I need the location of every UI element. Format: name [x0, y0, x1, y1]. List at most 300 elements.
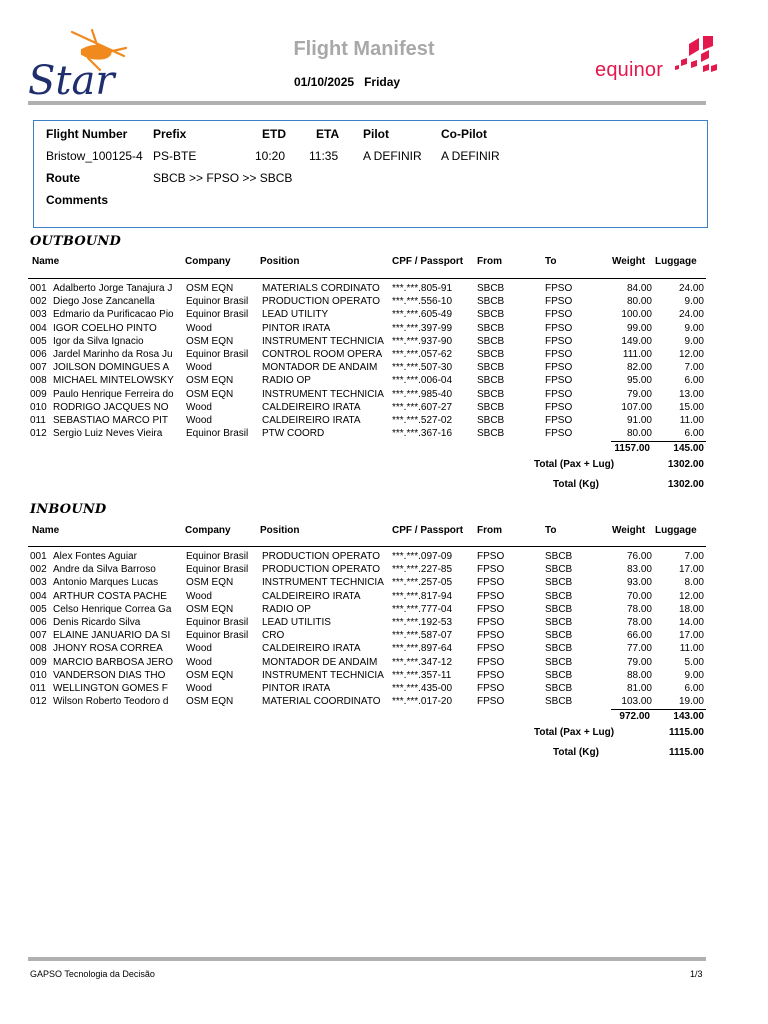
passenger-number: 008 — [30, 375, 47, 387]
passenger-name: Igor da Silva Ignacio — [53, 335, 144, 347]
passenger-name: Adalberto Jorge Tanajura J — [53, 283, 173, 294]
passenger-to: FPSO — [545, 428, 573, 440]
passenger-weight: 100.00 — [621, 309, 652, 321]
passenger-cpf: ***.***.357-11 — [392, 669, 452, 681]
passenger-from: FPSO — [477, 656, 505, 668]
star-logo — [26, 24, 130, 100]
passenger-luggage: 9.00 — [684, 335, 704, 347]
comments-label: Comments — [46, 193, 109, 207]
table-row — [0, 323, 768, 336]
table-row — [0, 415, 768, 428]
passenger-weight: 107.00 — [621, 401, 652, 413]
passenger-luggage: 9.00 — [684, 296, 704, 308]
inbound-sum-weight: 972.00 — [619, 711, 650, 722]
passenger-position: INSTRUMENT TECHNICIA — [262, 388, 384, 400]
passenger-company: Equinor Brasil — [186, 617, 249, 628]
passenger-from: SBCB — [477, 401, 505, 413]
passenger-from: SBCB — [477, 335, 505, 347]
passenger-name: ARTHUR COSTA PACHE — [53, 590, 167, 602]
passenger-weight: 103.00 — [621, 696, 652, 708]
passenger-from: FPSO — [477, 577, 505, 589]
passenger-number: 007 — [30, 630, 47, 642]
passenger-luggage: 7.00 — [684, 362, 704, 374]
passenger-to: FPSO — [545, 362, 573, 374]
page-number: 1/3 — [690, 969, 703, 979]
passenger-number: 006 — [30, 617, 47, 628]
passenger-from: FPSO — [477, 630, 505, 642]
passenger-to: SBCB — [545, 643, 573, 655]
table-row — [0, 309, 768, 322]
passenger-position: MATERIAL COORDINATO — [262, 696, 381, 708]
passenger-luggage: 17.00 — [678, 630, 704, 642]
passenger-company: Equinor Brasil — [186, 564, 249, 576]
table-row — [0, 591, 768, 604]
passenger-weight: 88.00 — [626, 669, 652, 681]
passenger-name: Sergio Luiz Neves Vieira — [53, 428, 163, 440]
table-row — [0, 402, 768, 415]
passenger-to: SBCB — [545, 590, 573, 602]
passenger-from: SBCB — [477, 309, 505, 321]
route-label: Route — [46, 171, 80, 185]
passenger-company: Wood — [186, 656, 212, 668]
passenger-number: 007 — [30, 362, 47, 374]
passenger-luggage: 15.00 — [678, 401, 704, 413]
table-row — [0, 564, 768, 577]
passenger-weight: 149.00 — [621, 335, 652, 347]
passenger-company: Equinor Brasil — [186, 428, 249, 440]
table-row — [0, 428, 768, 441]
passenger-to: SBCB — [545, 683, 573, 694]
passenger-luggage: 7.00 — [684, 551, 704, 562]
footer-company: GAPSO Tecnologia da Decisão — [30, 969, 155, 979]
passenger-position: CALDEIREIRO IRATA — [262, 590, 361, 602]
passenger-position: CALDEIREIRO IRATA — [262, 643, 361, 655]
passenger-name: Alex Fontes Aguiar — [53, 551, 137, 562]
passenger-to: SBCB — [545, 603, 573, 615]
outbound-header-rule — [28, 278, 706, 279]
passenger-from: FPSO — [477, 669, 505, 681]
passenger-cpf: ***.***.607-27 — [392, 401, 453, 413]
outbound-sum-rule — [611, 441, 706, 442]
passenger-number: 009 — [30, 656, 47, 668]
passenger-number: 008 — [30, 643, 47, 655]
passenger-company: OSM EQN — [186, 669, 234, 681]
table-row — [0, 362, 768, 375]
passenger-to: FPSO — [545, 335, 573, 347]
passenger-weight: 78.00 — [626, 603, 652, 615]
passenger-number: 004 — [30, 590, 47, 602]
passenger-position: RADIO OP — [262, 375, 311, 387]
passenger-weight: 80.00 — [626, 428, 652, 440]
passenger-cpf: ***.***.397-99 — [392, 322, 453, 334]
passenger-weight: 76.00 — [626, 551, 652, 562]
passenger-luggage: 6.00 — [684, 683, 704, 694]
etd-label: ETD — [262, 127, 286, 141]
passenger-cpf: ***.***.257-05 — [392, 577, 453, 589]
passenger-position: PRODUCTION OPERATO — [262, 296, 380, 308]
table-row — [0, 643, 768, 656]
passenger-weight: 79.00 — [626, 388, 652, 400]
passenger-weight: 99.00 — [626, 322, 652, 334]
passenger-position: RADIO OP — [262, 603, 311, 615]
manifest-day: Friday — [364, 75, 401, 89]
passenger-luggage: 24.00 — [678, 309, 704, 321]
passenger-weight: 84.00 — [626, 283, 652, 294]
passenger-name: JOILSON DOMINGUES A — [53, 362, 170, 374]
passenger-name: Andre da Silva Barroso — [53, 564, 156, 576]
passenger-luggage: 13.00 — [678, 388, 704, 400]
outbound-total-pax-lug: 1302.00 — [667, 459, 704, 470]
passenger-cpf: ***.***.805-91 — [392, 283, 453, 294]
passenger-to: FPSO — [545, 375, 573, 387]
flight-info-box — [33, 120, 708, 228]
table-row — [0, 551, 768, 564]
footer-divider — [28, 957, 706, 961]
passenger-from: FPSO — [477, 696, 505, 708]
passenger-company: OSM EQN — [186, 696, 234, 708]
passenger-cpf: ***.***.605-49 — [392, 309, 453, 321]
table-row — [0, 296, 768, 309]
passenger-luggage: 18.00 — [678, 603, 704, 615]
passenger-position: LEAD UTILITIS — [262, 617, 331, 628]
passenger-position: PINTOR IRATA — [262, 322, 331, 334]
passenger-from: SBCB — [477, 349, 505, 360]
passenger-company: Equinor Brasil — [186, 296, 249, 308]
passenger-cpf: ***.***.897-64 — [392, 643, 453, 655]
passenger-to: FPSO — [545, 349, 573, 360]
passenger-name: Celso Henrique Correa Ga — [53, 603, 172, 615]
passenger-position: PINTOR IRATA — [262, 683, 331, 694]
inbound-total-pax-lug: 1115.00 — [668, 727, 704, 738]
passenger-from: SBCB — [477, 362, 505, 374]
passenger-luggage: 5.00 — [684, 656, 704, 668]
passenger-from: SBCB — [477, 388, 505, 400]
col-from-header: From — [477, 256, 502, 267]
passenger-luggage: 8.00 — [684, 577, 704, 589]
passenger-cpf: ***.***.227-85 — [392, 564, 453, 576]
passenger-from: SBCB — [477, 322, 505, 334]
passenger-company: Wood — [186, 401, 212, 413]
table-row — [0, 670, 768, 683]
passenger-from: SBCB — [477, 428, 505, 440]
inbound-sum-luggage: 143.00 — [673, 711, 704, 722]
passenger-weight: 70.00 — [626, 590, 652, 602]
passenger-to: FPSO — [545, 309, 573, 321]
equinor-logo-mark-icon — [675, 36, 717, 80]
passenger-cpf: ***.***.347-12 — [392, 656, 453, 668]
passenger-from: FPSO — [477, 564, 505, 576]
outbound-total-kg-label: Total (Kg) — [553, 479, 599, 490]
col-name-header: Name — [32, 525, 60, 536]
passenger-from: FPSO — [477, 590, 505, 602]
passenger-name: MICHAEL MINTELOWSKY — [53, 375, 174, 387]
passenger-cpf: ***.***.006-04 — [392, 375, 453, 387]
passenger-name: VANDERSON DIAS THO — [53, 669, 166, 681]
col-position-header: Position — [260, 525, 300, 536]
passenger-weight: 79.00 — [626, 656, 652, 668]
inbound-column-headers — [0, 525, 768, 541]
passenger-position: LEAD UTILITY — [262, 309, 329, 321]
passenger-company: OSM EQN — [186, 283, 234, 294]
pilot-value: A DEFINIR — [363, 149, 422, 163]
table-row — [0, 604, 768, 617]
passenger-weight: 93.00 — [626, 577, 652, 589]
inbound-title: INBOUND — [30, 502, 107, 517]
table-row — [0, 283, 768, 296]
outbound-title: OUTBOUND — [30, 234, 121, 249]
header-divider — [28, 101, 706, 105]
passenger-cpf: ***.***.367-16 — [392, 428, 453, 440]
passenger-from: FPSO — [477, 683, 505, 694]
table-row — [0, 683, 768, 696]
passenger-company: Wood — [186, 643, 212, 655]
passenger-luggage: 14.00 — [678, 617, 704, 628]
passenger-weight: 80.00 — [626, 296, 652, 308]
equinor-logo-text: equinor — [595, 59, 664, 81]
passenger-name: Edmario da Purificacao Pio — [53, 309, 174, 321]
copilot-label: Co-Pilot — [441, 127, 487, 141]
col-position-header: Position — [260, 256, 300, 267]
col-name-header: Name — [32, 256, 60, 267]
passenger-name: Denis Ricardo Silva — [53, 617, 141, 628]
passenger-cpf: ***.***.527-02 — [392, 415, 453, 426]
passenger-to: SBCB — [545, 551, 573, 562]
passenger-company: Equinor Brasil — [186, 309, 249, 321]
passenger-company: OSM EQN — [186, 335, 234, 347]
passenger-cpf: ***.***.817-94 — [392, 590, 453, 602]
table-row — [0, 577, 768, 590]
passenger-number: 009 — [30, 388, 47, 400]
passenger-position: MONTADOR DE ANDAIM — [262, 656, 378, 668]
passenger-luggage: 17.00 — [678, 564, 704, 576]
passenger-position: PRODUCTION OPERATO — [262, 564, 380, 576]
passenger-cpf: ***.***.192-53 — [392, 617, 453, 628]
passenger-weight: 83.00 — [626, 564, 652, 576]
manifest-date-line — [294, 75, 400, 89]
passenger-company: OSM EQN — [186, 603, 234, 615]
passenger-position: INSTRUMENT TECHNICIA — [262, 669, 384, 681]
passenger-number: 002 — [30, 564, 47, 576]
svg-text:Star: Star — [28, 58, 115, 100]
col-company-header: Company — [185, 525, 231, 536]
passenger-company: Equinor Brasil — [186, 630, 249, 642]
passenger-from: SBCB — [477, 296, 505, 308]
passenger-to: FPSO — [545, 401, 573, 413]
passenger-number: 004 — [30, 322, 47, 334]
passenger-from: SBCB — [477, 283, 505, 294]
passenger-company: Equinor Brasil — [186, 551, 249, 562]
table-row — [0, 657, 768, 670]
passenger-to: SBCB — [545, 617, 573, 628]
passenger-luggage: 9.00 — [684, 669, 704, 681]
passenger-name: RODRIGO JACQUES NO — [53, 401, 169, 413]
passenger-company: Wood — [186, 590, 212, 602]
passenger-to: FPSO — [545, 296, 573, 308]
passenger-luggage: 12.00 — [678, 349, 704, 360]
passenger-cpf: ***.***.435-00 — [392, 683, 453, 694]
passenger-from: SBCB — [477, 375, 505, 387]
passenger-name: Wilson Roberto Teodoro d — [53, 696, 169, 708]
passenger-number: 005 — [30, 335, 47, 347]
passenger-number: 005 — [30, 603, 47, 615]
passenger-number: 012 — [30, 696, 47, 708]
passenger-name: Diego Jose Zancanella — [53, 296, 155, 308]
passenger-to: FPSO — [545, 322, 573, 334]
passenger-cpf: ***.***.097-09 — [392, 551, 453, 562]
outbound-total-kg: 1302.00 — [667, 479, 704, 490]
passenger-position: PTW COORD — [262, 428, 325, 440]
page-title: Flight Manifest — [293, 38, 435, 60]
outbound-sum-weight: 1157.00 — [614, 443, 650, 454]
passenger-cpf: ***.***.556-10 — [392, 296, 453, 308]
prefix-value: PS-BTE — [153, 149, 197, 163]
passenger-position: CRO — [262, 630, 285, 642]
inbound-total-pax-lug-label: Total (Pax + Lug) — [534, 727, 615, 738]
passenger-name: SEBASTIAO MARCO PIT — [53, 415, 169, 426]
passenger-luggage: 6.00 — [684, 428, 704, 440]
passenger-to: SBCB — [545, 564, 573, 576]
passenger-position: CONTROL ROOM OPERA — [262, 349, 383, 360]
table-row — [0, 375, 768, 388]
passenger-luggage: 6.00 — [684, 375, 704, 387]
passenger-company: Wood — [186, 322, 212, 334]
passenger-weight: 111.00 — [622, 349, 652, 360]
passenger-name: Antonio Marques Lucas — [53, 577, 159, 589]
passenger-number: 003 — [30, 577, 47, 589]
passenger-from: SBCB — [477, 415, 505, 426]
table-row — [0, 617, 768, 630]
passenger-name: Paulo Henrique Ferreira do — [53, 388, 174, 400]
col-luggage-header: Luggage — [655, 525, 697, 536]
passenger-name: Jardel Marinho da Rosa Ju — [53, 349, 173, 360]
inbound-total-kg: 1115.00 — [668, 747, 704, 758]
passenger-name: JHONY ROSA CORREA — [53, 643, 163, 655]
passenger-name: IGOR COELHO PINTO — [53, 322, 157, 334]
passenger-number: 001 — [30, 283, 47, 294]
passenger-weight: 77.00 — [626, 643, 652, 655]
inbound-header-rule — [28, 546, 706, 547]
table-row — [0, 696, 768, 709]
passenger-luggage: 19.00 — [678, 696, 704, 708]
passenger-company: Equinor Brasil — [186, 349, 249, 360]
passenger-weight: 95.00 — [626, 375, 652, 387]
passenger-position: PRODUCTION OPERATO — [262, 551, 380, 562]
passenger-to: SBCB — [545, 577, 573, 589]
col-from-header: From — [477, 525, 502, 536]
passenger-number: 001 — [30, 551, 47, 562]
passenger-weight: 66.00 — [626, 630, 652, 642]
passenger-position: INSTRUMENT TECHNICIA — [262, 335, 384, 347]
passenger-to: SBCB — [545, 656, 573, 668]
passenger-luggage: 9.00 — [684, 322, 704, 334]
passenger-cpf: ***.***.985-40 — [392, 388, 453, 400]
passenger-from: FPSO — [477, 617, 505, 628]
col-company-header: Company — [185, 256, 231, 267]
passenger-number: 010 — [30, 401, 47, 413]
passenger-position: CALDEIREIRO IRATA — [262, 415, 361, 426]
col-luggage-header: Luggage — [655, 256, 697, 267]
passenger-name: ELAINE JANUARIO DA SI — [53, 630, 171, 642]
table-row — [0, 389, 768, 402]
table-row — [0, 630, 768, 643]
passenger-from: FPSO — [477, 603, 505, 615]
passenger-number: 002 — [30, 296, 47, 308]
passenger-cpf: ***.***.507-30 — [392, 362, 453, 374]
passenger-weight: 81.00 — [626, 683, 652, 694]
passenger-luggage: 12.00 — [678, 590, 704, 602]
passenger-company: OSM EQN — [186, 388, 234, 400]
passenger-to: FPSO — [545, 283, 573, 294]
passenger-position: CALDEIREIRO IRATA — [262, 401, 361, 413]
passenger-luggage: 24.00 — [678, 283, 704, 294]
col-weight-header: Weight — [612, 256, 646, 267]
flight-number-value: Bristow_100125-4 — [46, 149, 143, 163]
col-to-header: To — [545, 256, 557, 267]
etd-value: 10:20 — [255, 149, 286, 163]
outbound-sum-luggage: 145.00 — [673, 443, 704, 454]
passenger-luggage: 11.00 — [679, 643, 704, 655]
passenger-number: 012 — [30, 428, 47, 440]
passenger-weight: 91.00 — [626, 415, 652, 426]
passenger-cpf: ***.***.777-04 — [392, 603, 453, 615]
passenger-cpf: ***.***.587-07 — [392, 630, 453, 642]
passenger-cpf: ***.***.057-62 — [392, 349, 453, 360]
passenger-weight: 78.00 — [626, 617, 652, 628]
passenger-luggage: 11.00 — [679, 415, 704, 426]
passenger-from: FPSO — [477, 551, 505, 562]
flight-number-label: Flight Number — [46, 127, 128, 141]
passenger-to: FPSO — [545, 388, 573, 400]
eta-value: 11:35 — [309, 149, 339, 163]
passenger-position: INSTRUMENT TECHNICIA — [262, 577, 384, 589]
table-row — [0, 349, 768, 362]
passenger-number: 011 — [30, 415, 46, 426]
route-value: SBCB >> FPSO >> SBCB — [153, 171, 293, 185]
copilot-value: A DEFINIR — [441, 149, 500, 163]
passenger-name: MARCIO BARBOSA JERO — [53, 656, 174, 668]
passenger-weight: 82.00 — [626, 362, 652, 374]
col-cpf-header: CPF / Passport — [392, 256, 464, 267]
passenger-to: SBCB — [545, 669, 573, 681]
eta-label: ETA — [316, 127, 340, 141]
col-cpf-header: CPF / Passport — [392, 525, 464, 536]
passenger-position: MATERIALS CORDINATO — [262, 283, 380, 294]
col-to-header: To — [545, 525, 557, 536]
passenger-cpf: ***.***.017-20 — [392, 696, 453, 708]
passenger-company: Wood — [186, 362, 212, 374]
passenger-company: OSM EQN — [186, 577, 234, 589]
passenger-position: MONTADOR DE ANDAIM — [262, 362, 378, 374]
passenger-to: FPSO — [545, 415, 573, 426]
passenger-number: 006 — [30, 349, 47, 360]
passenger-to: SBCB — [545, 696, 573, 708]
inbound-total-kg-label: Total (Kg) — [553, 747, 599, 758]
col-weight-header: Weight — [612, 525, 646, 536]
outbound-total-pax-lug-label: Total (Pax + Lug) — [534, 459, 615, 470]
passenger-number: 011 — [30, 683, 46, 694]
passenger-company: Wood — [186, 415, 212, 426]
passenger-cpf: ***.***.937-90 — [392, 335, 453, 347]
prefix-label: Prefix — [153, 127, 187, 141]
pilot-label: Pilot — [363, 127, 389, 141]
outbound-column-headers — [0, 256, 768, 272]
manifest-date: 01/10/2025 — [294, 75, 355, 89]
passenger-name: WELLINGTON GOMES F — [53, 683, 168, 694]
passenger-number: 010 — [30, 669, 47, 681]
inbound-sum-rule — [611, 709, 706, 710]
table-row — [0, 336, 768, 349]
passenger-from: FPSO — [477, 643, 505, 655]
